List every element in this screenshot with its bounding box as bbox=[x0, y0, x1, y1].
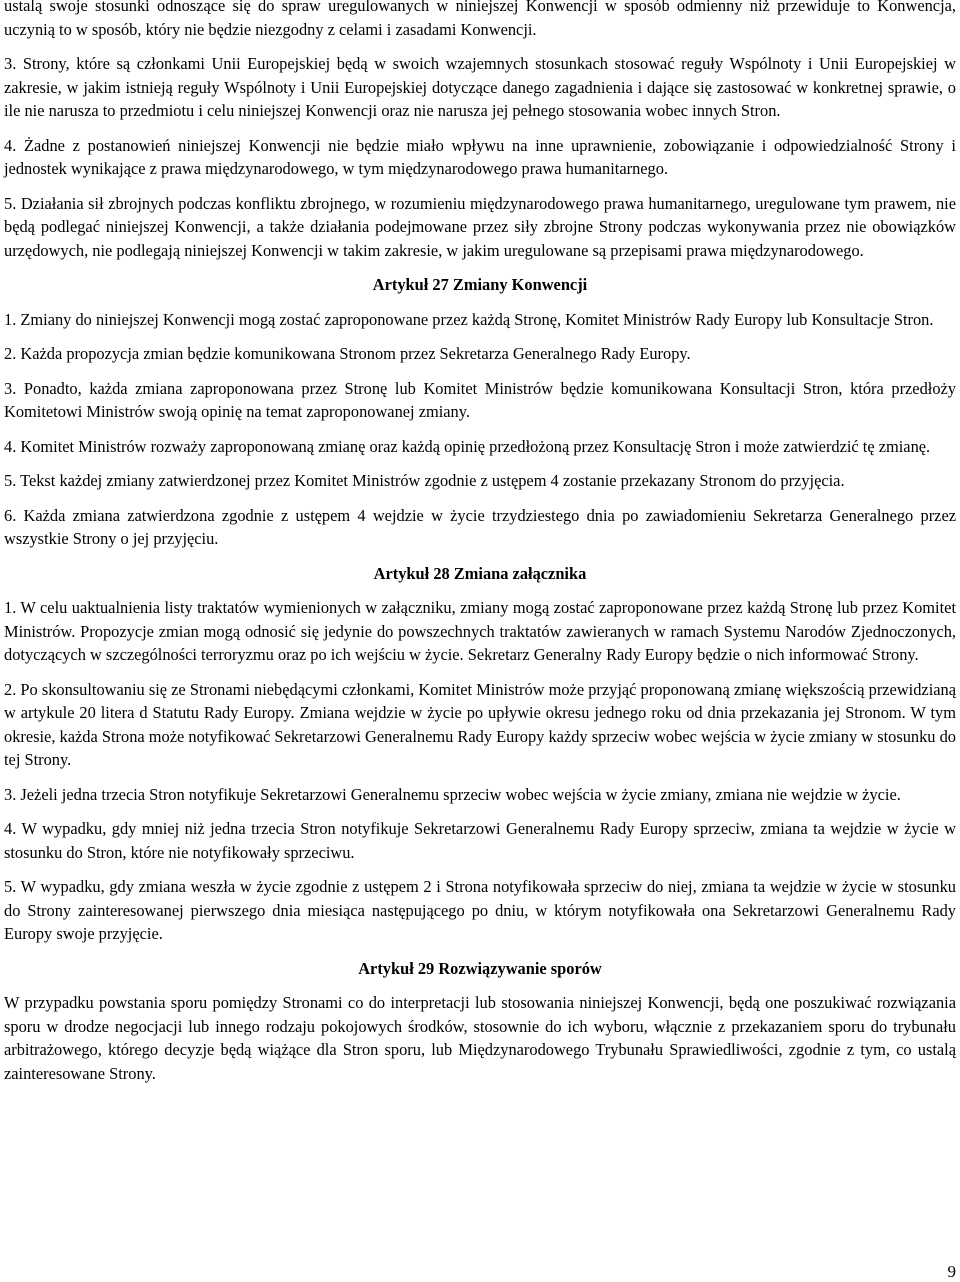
document-page bbox=[4, 0, 956, 1096]
paragraph-27-6: 6. Każda zmiana zatwierdzona zgodnie z ustępem 4 wejdzie w życie trzydziestego dnia po zawiadomieniu Sekretarza Generalnego przez wszystkie Strony o jej przyjęciu. bbox=[4, 505, 956, 548]
paragraph-26-4: 4. Żadne z postanowień niniejszej Konwencji nie będzie miało wpływu na inne uprawnienie, zobowiązanie i odpowiedzialność Strony i jednostek wynikające z prawa międzynarodowego, w tym międzynarodowego prawa humanitarnego. bbox=[4, 135, 956, 178]
paragraph-26-3: 3. Strony, które są członkami Unii Europejskiej będą w swoich wzajemnych stosunkach stosować reguły Wspólnoty i Unii Europejskiej w zakresie, w jakim istnieją reguły Wspólnoty i Unii Europejskiej dotyczące danego zagadnienia i dające się zastosować w konkretnej sprawie, o ile nie narusza to przedmiotu i celu niniejszej Konwencji oraz nie narusza jej pełnego stosowania wobec innych Stron. bbox=[4, 54, 956, 120]
paragraph-27-2: 2. Każda propozycja zmian będzie komunikowana Stronom przez Sekretarza Generalnego Rady Europy. bbox=[4, 344, 691, 363]
paragraph-29: W przypadku powstania sporu pomiędzy Stronami co do interpretacji lub stosowania niniejszej Konwencji, będą one poszukiwać rozwiązania sporu w drodze negocjacji lub innego rodzaju pokojowych środków, stosownie do ich wyboru, włącznie z przekazaniem sporu do trybunału arbitrażowego, którego decyzje będą wiążące dla Stron sporu, lub Międzynarodowego Trybunału Sprawiedliwości, zgodnie z tym, co ustalą zainteresowane Strony. bbox=[4, 993, 956, 1083]
paragraph-27-1: 1. Zmiany do niniejszej Konwencji mogą zostać zaproponowane przez każdą Stronę, Komitet Ministrów Rady Europy lub Konsultacje Stron. bbox=[4, 309, 934, 329]
paragraph-28-1: 1. W celu uaktualnienia listy traktatów wymienionych w załączniku, zmiany mogą zostać zaproponowane przez każdą Stronę lub przez Komitet Ministrów. Propozycje zmian mogą odnosić się jedynie do powszechnych traktatów zawieranych w ramach Systemu Narodów Zjednoczonych, dotyczących w szczególności terroryzmu oraz po ich wejściu w życie. Sekretarz Generalny Rady Europy będzie o nich informować Strony. bbox=[4, 598, 956, 664]
page-number: 9 bbox=[947, 1262, 956, 1281]
paragraph-27-3: 3. Ponadto, każda zmiana zaproponowana przez Stronę lub Komitet Ministrów będzie komunikowana Konsultacji Stron, która przedłoży Komitetowi Ministrów swoją opinię na temat zaproponowanej zmiany. bbox=[4, 378, 956, 421]
paragraph-28-5: 5. W wypadku, gdy zmiana weszła w życie zgodnie z ustępem 2 i Strona notyfikowała sprzeciw do niej, zmiana ta wejdzie w życie w stosunku do Strony zainteresowanej pierwszego dnia miesiąca następującego po dniu, w którym notyfikowała ona Sekretarzowi Generalnemu Rady Europy swoje przyjęcie. bbox=[4, 877, 956, 943]
article-27-heading: Artykuł 27 Zmiany Konwencji bbox=[372, 275, 588, 294]
paragraph-27-5: 5. Tekst każdej zmiany zatwierdzonej przez Komitet Ministrów zgodnie z ustępem 4 zostanie przekazany Stronom do przyjęcia. bbox=[4, 471, 845, 490]
paragraph-28-4: 4. W wypadku, gdy mniej niż jedna trzecia Stron notyfikuje Sekretarzowi Generalnemu Rady Europy sprzeciw, zmiana ta wejdzie w życie w stosunku do Stron, które nie notyfikowały sprzeciwu. bbox=[4, 819, 956, 862]
paragraph-26-5: 5. Działania sił zbrojnych podczas konfliktu zbrojnego, w rozumieniu międzynarodowego prawa humanitarnego, uregulowane tym prawem, nie będą podlegać niniejszej Konwencji, a także działania podejmowane przez siły zbrojne Strony podczas wykonywania przez nie obowiązków urzędowych, nie podlegają niniejszej Konwencji w takim zakresie, w jakim uregulowane są przepisami prawa międzynarodowego. bbox=[4, 193, 956, 260]
paragraph-27-4: 4. Komitet Ministrów rozważy zaproponowaną zmianę oraz każdą opinię przedłożoną przez Konsultację Stron i może zatwierdzić tę zmianę. bbox=[4, 436, 931, 456]
paragraph-28-3: 3. Jeżeli jedna trzecia Stron notyfikuje Sekretarzowi Generalnemu sprzeciw wobec wejścia w życie zmiany, zmiana nie wejdzie w życie. bbox=[4, 784, 901, 804]
article-29-heading: Artykuł 29 Rozwiązywanie sporów bbox=[358, 958, 602, 978]
article-28-heading: Artykuł 28 Zmiana załącznika bbox=[373, 563, 587, 583]
paragraph-continuation: ustalą swoje stosunki odnoszące się do spraw uregulowanych w niniejszej Konwencji w sposób odmienny niż przewiduje to Konwencja, uczynią to w sposób, który nie będzie niezgodny z celami i zasadami Konwencji. bbox=[4, 0, 956, 39]
paragraph-28-2: 2. Po skonsultowaniu się ze Stronami niebędącymi członkami, Komitet Ministrów może przyjąć proponowaną zmianę większością przewidzianą w artykule 20 litera d Statutu Rady Europy. Zmiana wejdzie w życie po upływie okresu jednego roku od dnia przekazania jej Stronom. W tym okresie, każda Strona może notyfikować Sekretarzowi Generalnemu Rady Europy każdy sprzeciw wobec wejścia w życie zmiany w stosunku do tej Strony. bbox=[4, 679, 956, 769]
